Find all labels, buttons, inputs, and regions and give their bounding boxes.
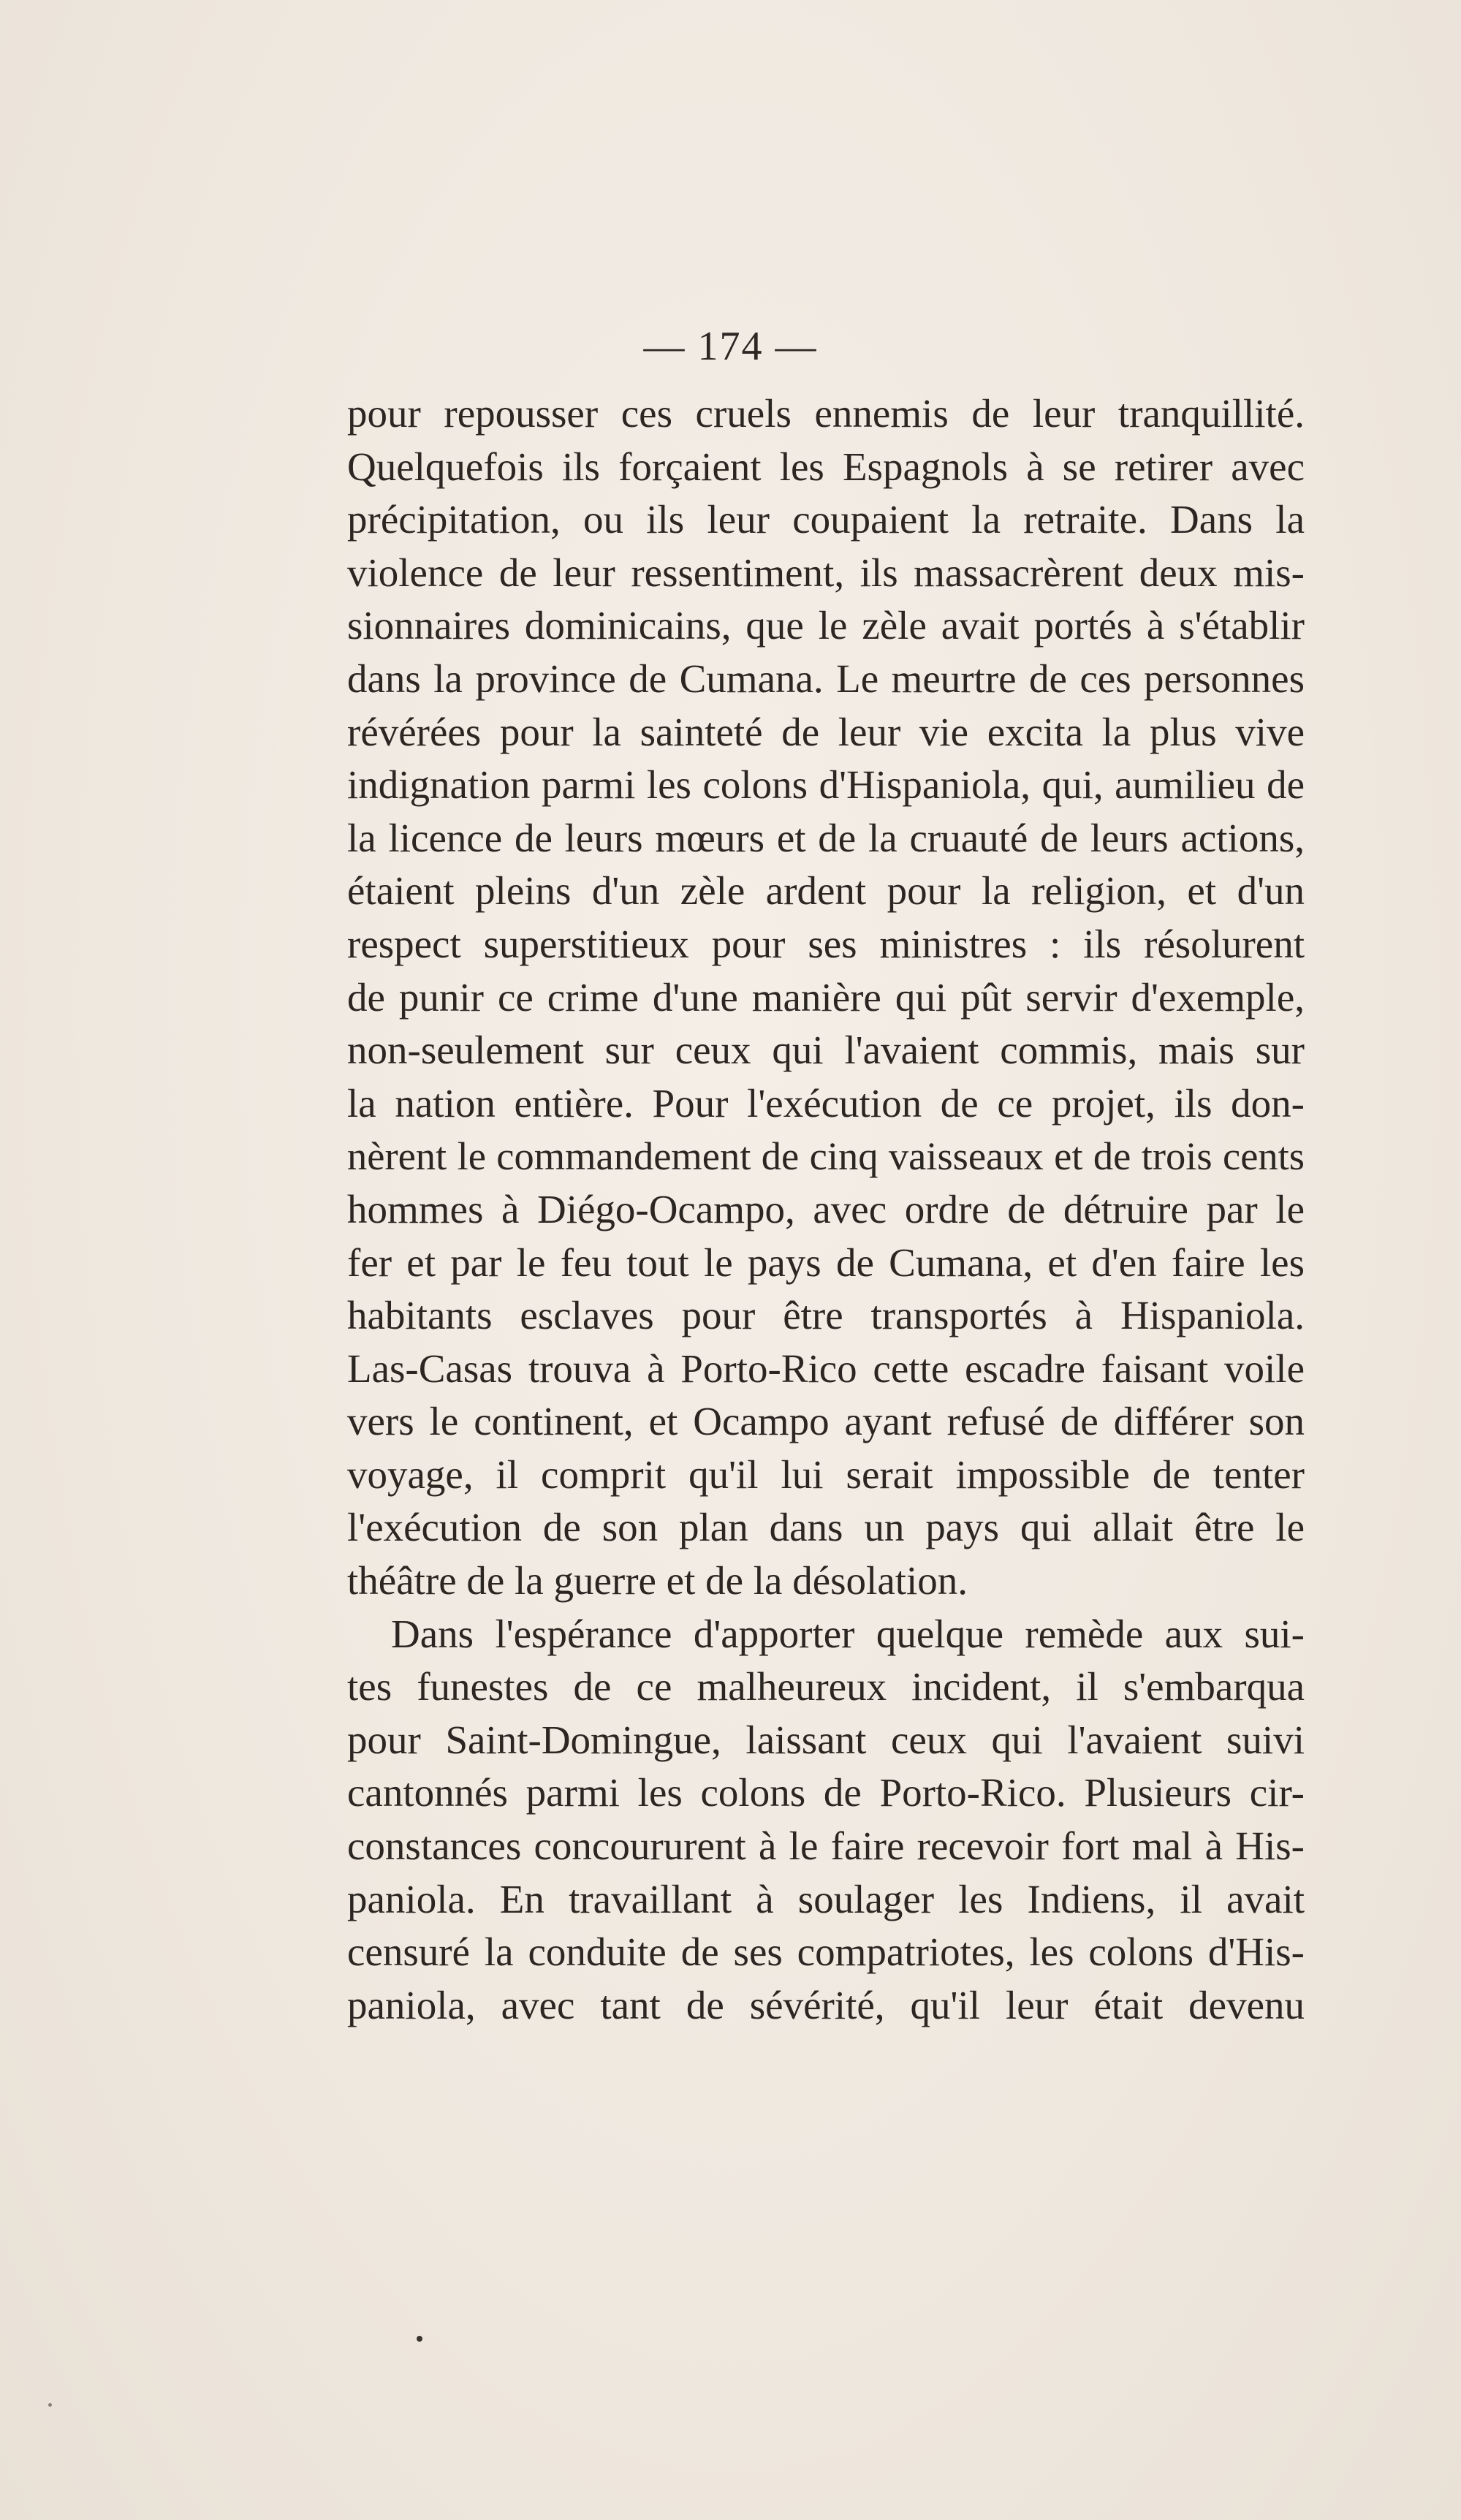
- text-line: précipitation, ou ils leur coupaient la retraite. Dans la: [347, 497, 1305, 542]
- text-line: censuré la conduite de ses compatriotes, les colons d'His-: [347, 1929, 1305, 1975]
- text-line: dans la province de Cumana. Le meurtre de ces personnes: [347, 656, 1305, 701]
- text-line: vers le continent, et Ocampo ayant refusé de différer son: [347, 1399, 1305, 1444]
- paper-speck: [417, 2336, 422, 2342]
- text-line: paniola. En travaillant à soulager les Indiens, il avait: [347, 1876, 1305, 1921]
- text-line: nèrent le commandement de cinq vaisseaux et de trois cents: [347, 1134, 1305, 1179]
- text-line: de punir ce crime d'une manière qui pût servir d'exemple,: [347, 974, 1305, 1020]
- text-line: hommes à Diégo-Ocampo, avec ordre de détruire par le: [347, 1186, 1305, 1231]
- text-line: Dans l'espérance d'apporter quelque remède aux sui-: [391, 1611, 1305, 1656]
- text-line: sionnaires dominicains, que le zèle avait portés à s'établir: [347, 603, 1305, 648]
- text-line: théâtre de la guerre et de la désolation.: [347, 1558, 968, 1604]
- text-line: non-seulement sur ceux qui l'avaient commis, mais sur: [347, 1028, 1305, 1073]
- text-line: cantonnés parmi les colons de Porto-Rico. Plusieurs cir-: [347, 1770, 1305, 1815]
- text-line: étaient pleins d'un zèle ardent pour la religion, et d'un: [347, 868, 1305, 914]
- text-line: la licence de leurs mœurs et de la cruauté de leurs actions,: [347, 815, 1305, 860]
- text-line: habitants esclaves pour être transportés à Hispaniola.: [347, 1293, 1305, 1338]
- text-line: pour Saint-Domingue, laissant ceux qui l'avaient suivi: [347, 1717, 1305, 1762]
- text-line: indignation parmi les colons d'Hispaniola, qui, aumilieu de: [347, 762, 1305, 808]
- text-line: paniola, avec tant de sévérité, qu'il leur était devenu: [347, 1982, 1305, 2027]
- text-line: pour repousser ces cruels ennemis de leur tranquillité.: [347, 391, 1305, 436]
- paper-speck: [48, 2403, 52, 2407]
- text-line: l'exécution de son plan dans un pays qui allait être le: [347, 1505, 1305, 1550]
- text-line: voyage, il comprit qu'il lui serait impossible de tenter: [347, 1451, 1305, 1497]
- text-line: révérées pour la sainteté de leur vie excita la plus vive: [347, 709, 1305, 754]
- text-line: respect superstitieux pour ses ministres : ils résolurent: [347, 921, 1305, 966]
- text-line: fer et par le feu tout le pays de Cumana, et d'en faire les: [347, 1240, 1305, 1285]
- text-line: constances concoururent à le faire recevoir fort mal à His-: [347, 1823, 1305, 1869]
- text-line: violence de leur ressentiment, ils massacrèrent deux mis-: [347, 550, 1305, 595]
- text-line: la nation entière. Pour l'exécution de ce projet, ils don-: [347, 1080, 1305, 1126]
- text-line: Las-Casas trouva à Porto-Rico cette escadre faisant voile: [347, 1346, 1305, 1391]
- text-line: tes funestes de ce malheureux incident, il s'embarqua: [347, 1664, 1305, 1709]
- page-number: — 174 —: [643, 324, 818, 369]
- body-text: [347, 387, 1305, 2032]
- text-line: Quelquefois ils forçaient les Espagnols à se retirer avec: [347, 444, 1305, 489]
